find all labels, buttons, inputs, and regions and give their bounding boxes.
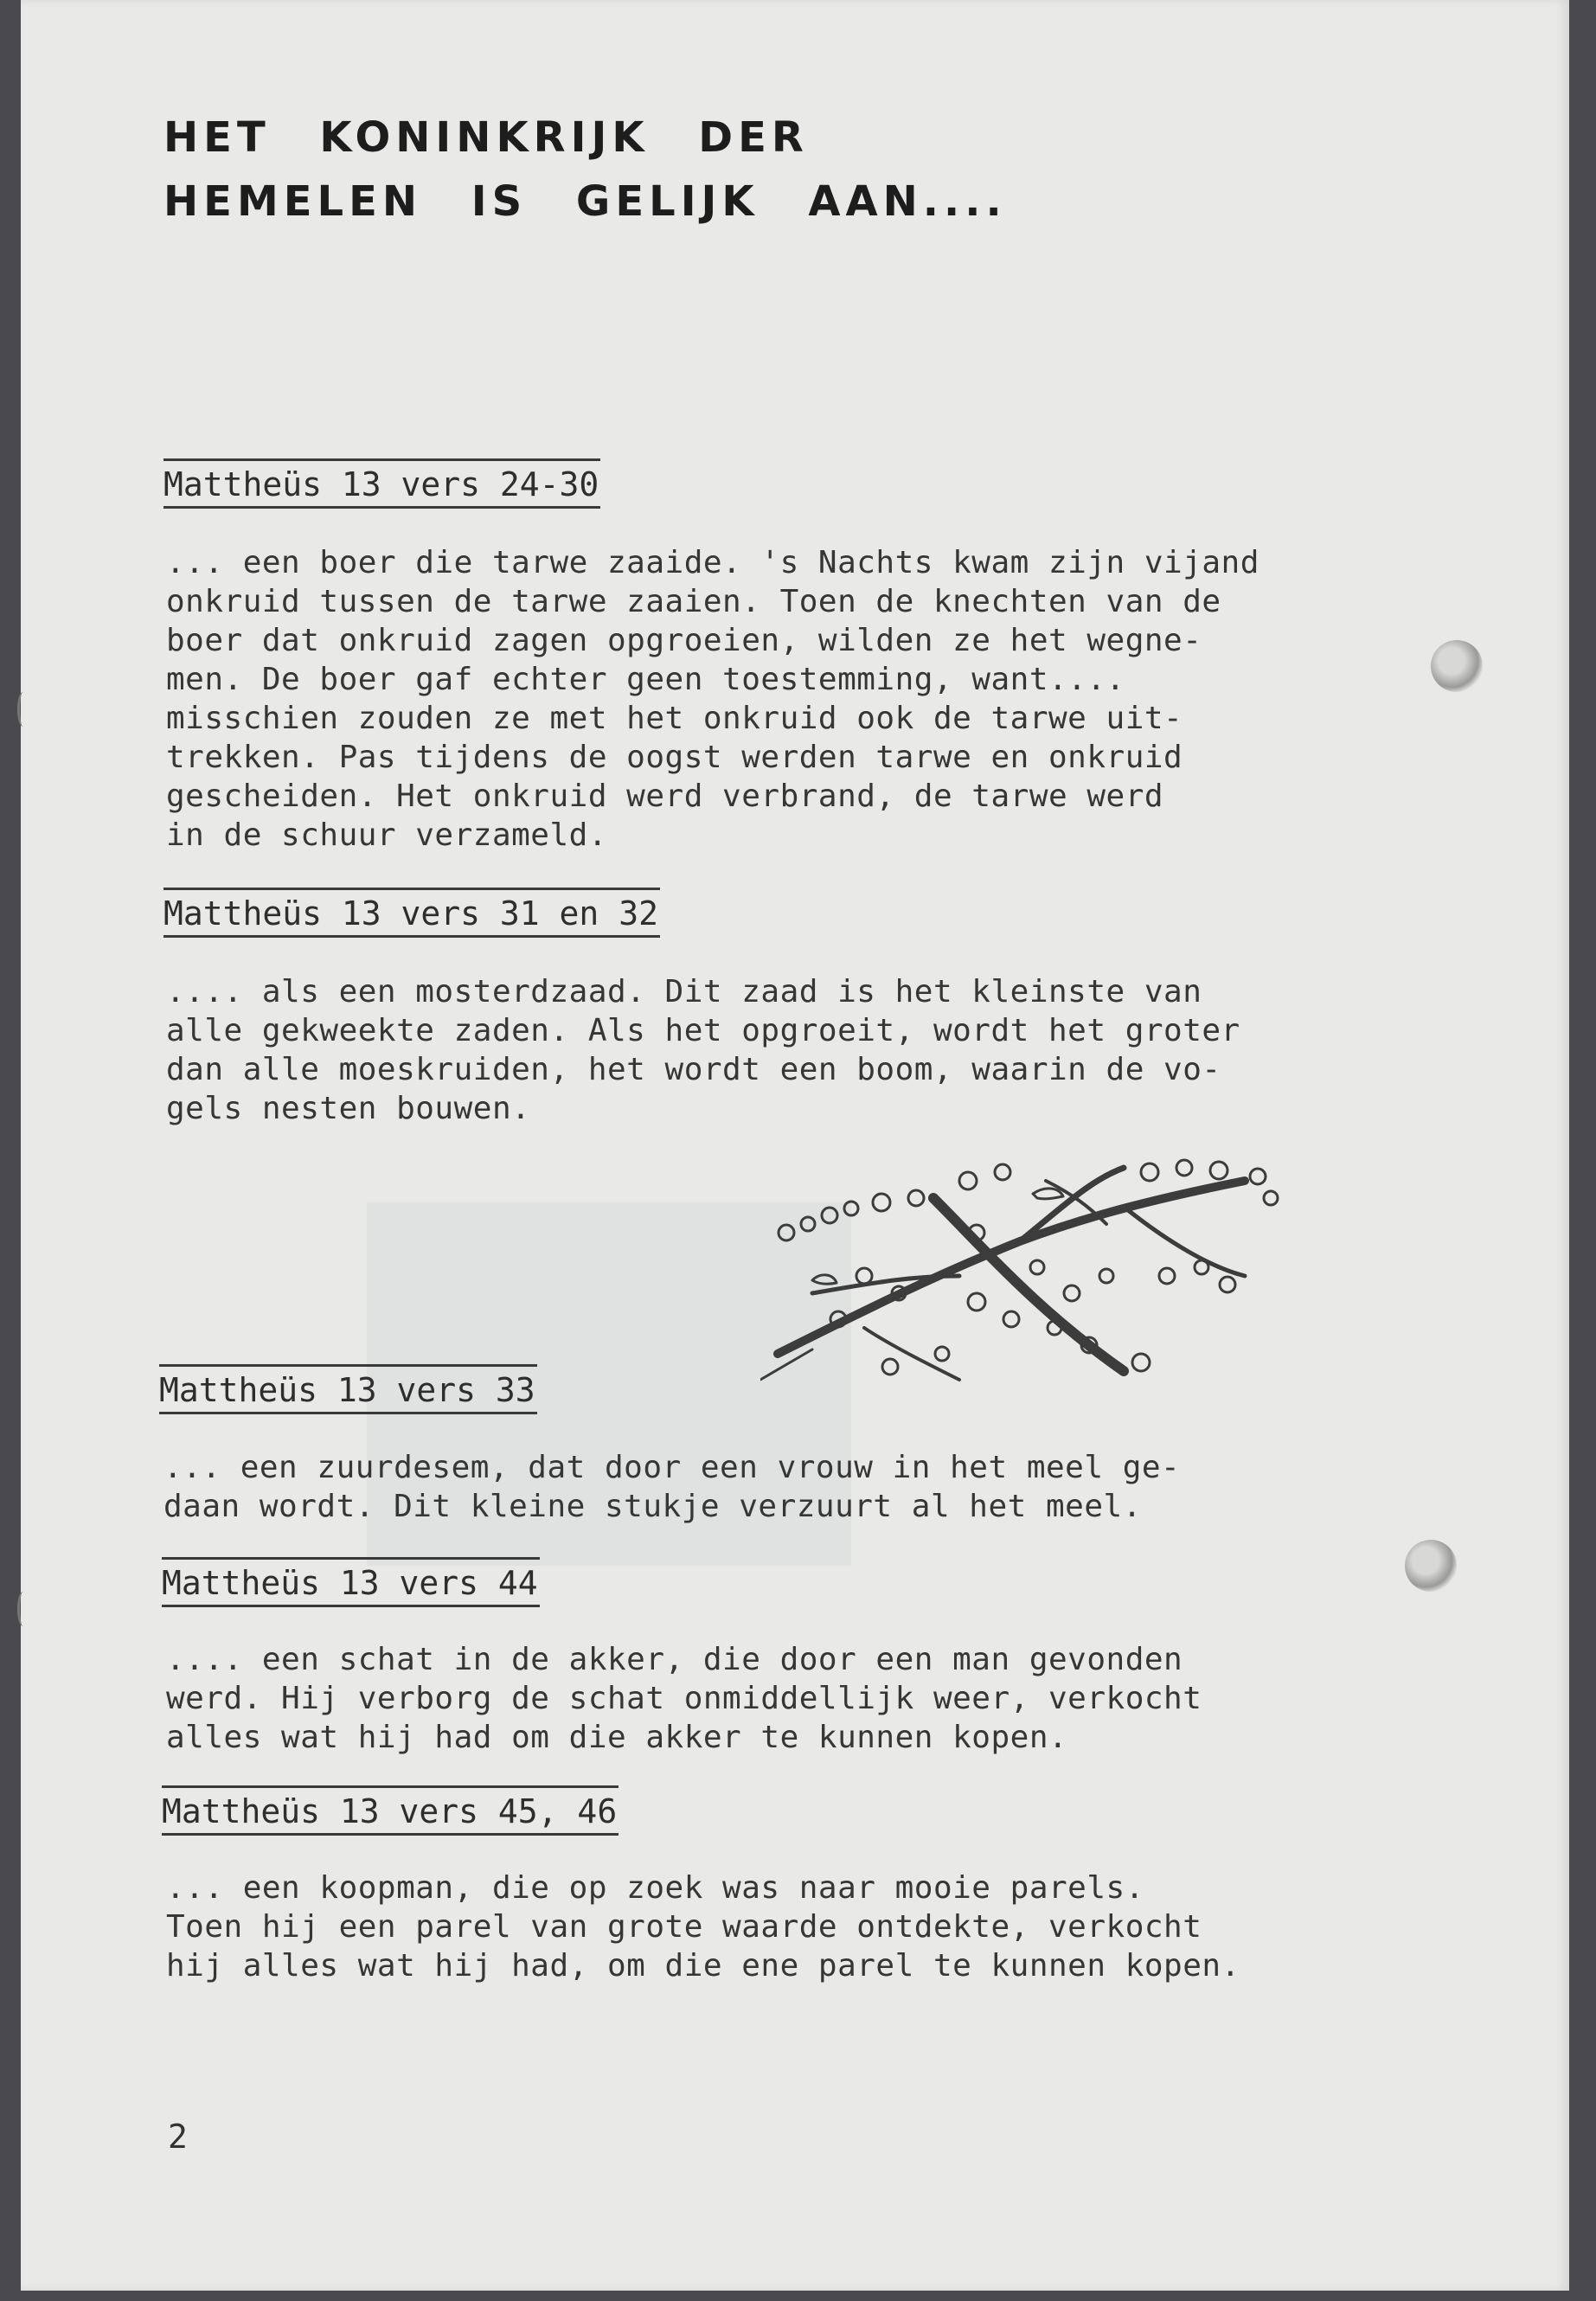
title-line-1: HET KONINKRIJK DER — [163, 113, 809, 162]
title-line-2: HEMELEN IS GELIJK AAN.... — [163, 177, 1007, 226]
section-heading: Mattheüs 13 vers 44 — [162, 1557, 540, 1607]
section-heading: Mattheüs 13 vers 45, 46 — [162, 1785, 619, 1836]
section-text: ... een koopman, die op zoek was naar mooie parels. Toen hij een parel van grote waarde ontdekte, verkocht hij alles wat hij had, om die ene parel te kunnen kopen. — [166, 1870, 1240, 1984]
edge-mark — [17, 1592, 29, 1626]
section-text: ... een zuurdesem, dat door een vrouw in het meel ge- daan wordt. Dit kleine stukje verzuurt al het meel. — [163, 1450, 1181, 1524]
section-text: ... een boer die tarwe zaaide. 's Nachts kwam zijn vijand onkruid tussen de tarwe zaaien. Toen de knechten van de boer dat onkruid zagen opgroeien, wilden ze het wegne- men. De boer gaf echter geen toestemming, want.... misschien zouden ze met het onkruid ook de tarwe uit- trekken. Pas tijdens de oogst werden tarwe en onkruid gescheiden. Het onkruid werd verbrand, de tarwe werd in de schuur verzameld. — [166, 545, 1259, 853]
section-text: .... een schat in de akker, die door een man gevonden werd. Hij verborg de schat onmiddellijk weer, verkocht alles wat hij had om die akker te kunnen kopen. — [166, 1642, 1202, 1755]
edge-mark — [17, 692, 29, 727]
tree-branch-illustration-icon — [760, 1146, 1297, 1406]
document-page — [21, 0, 1569, 2291]
section-text: .... als een mosterdzaad. Dit zaad is het kleinste van alle gekweekte zaden. Als het opgroeit, wordt het groter dan alle moeskruiden, het wordt een boom, waarin de vo- gels nesten bouwen. — [166, 974, 1240, 1126]
punch-hole — [1431, 640, 1483, 692]
section-heading: Mattheüs 13 vers 31 en 32 — [163, 888, 660, 938]
punch-hole — [1405, 1540, 1457, 1592]
page-number: 2 — [168, 2118, 188, 2156]
section-heading: Mattheüs 13 vers 33 — [159, 1364, 537, 1414]
page-title — [163, 106, 1007, 234]
section-heading: Mattheüs 13 vers 24-30 — [163, 458, 600, 509]
